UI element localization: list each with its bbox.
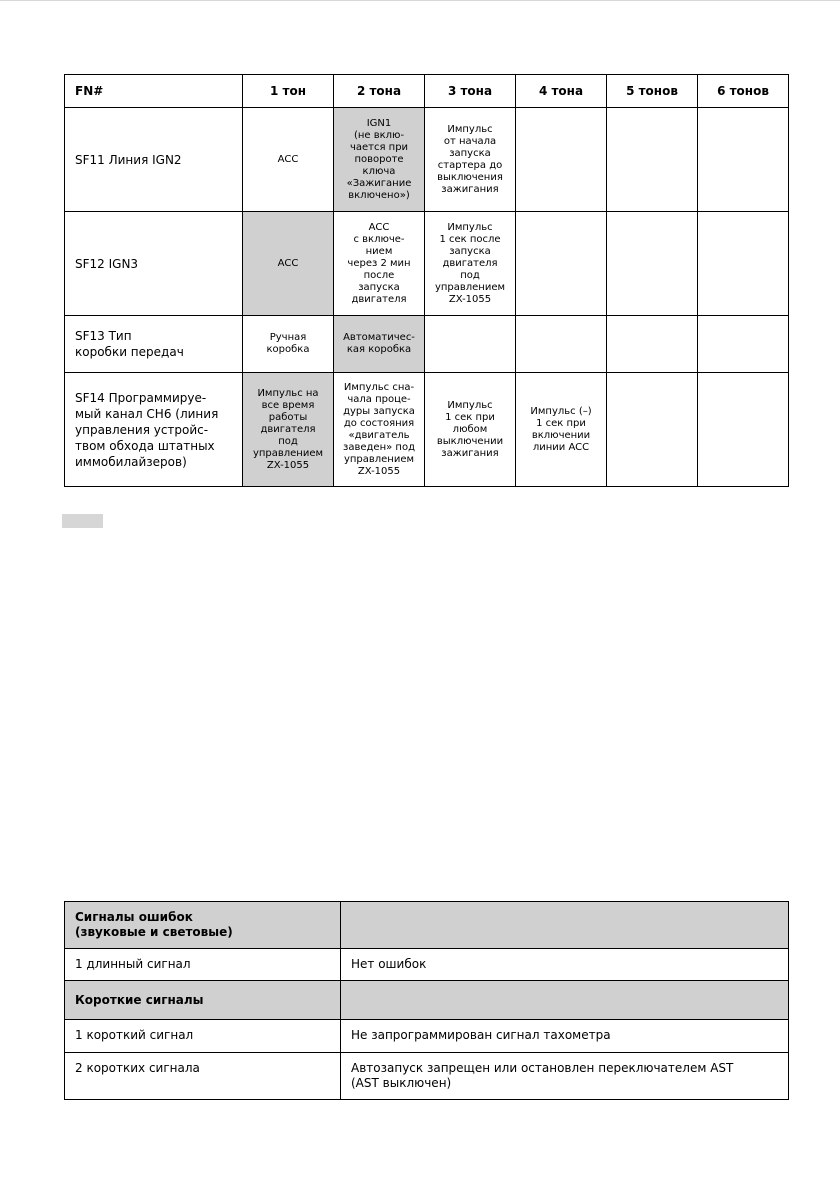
column-header-tone-3: 3 тона: [425, 75, 516, 108]
table-cell: [607, 108, 698, 212]
error-signals-table: [64, 901, 789, 1100]
table-cell: [698, 212, 789, 316]
column-header-tone-1: 1 тон: [243, 75, 334, 108]
table-row: [65, 108, 789, 212]
column-header-tone-2: 2 тона: [334, 75, 425, 108]
short-signals-header-row: [65, 981, 789, 1020]
table-cell: Импульс на все время работы двигателя под управлением ZX-1055: [243, 373, 334, 487]
short-signal-meaning: Автозапуск запрещен или остановлен переключателем AST (AST выключен): [341, 1053, 789, 1100]
table-cell: [425, 316, 516, 373]
table-cell: [516, 316, 607, 373]
table-cell: Импульс (–) 1 сек при включении линии ACC: [516, 373, 607, 487]
long-signal-meaning: Нет ошибок: [341, 949, 789, 981]
table-cell: [516, 108, 607, 212]
table-cell: [607, 212, 698, 316]
row-label: SF12 IGN3: [65, 212, 243, 316]
table-cell: [698, 108, 789, 212]
fn-settings-table: [64, 74, 789, 487]
table-cell: Импульс сна- чала проце- дуры запуска до состояния «двигатель заведен» под управлением ZX-1055: [334, 373, 425, 487]
table-cell: IGN1 (не вклю- чается при повороте ключа «Зажигание включено»): [334, 108, 425, 212]
table-cell: [698, 373, 789, 487]
short-signals-header: Короткие сигналы: [65, 981, 341, 1020]
table-cell: [607, 373, 698, 487]
table-cell: [607, 316, 698, 373]
table-row: [65, 316, 789, 373]
table-cell: [698, 316, 789, 373]
table-header-row: [65, 75, 789, 108]
column-header-tone-4: 4 тона: [516, 75, 607, 108]
error-table-header: Сигналы ошибок (звуковые и световые): [65, 902, 341, 949]
table-row: [65, 1053, 789, 1100]
table-cell: Импульс 1 сек после запуска двигателя под управлением ZX-1055: [425, 212, 516, 316]
column-header-tone-6: 6 тонов: [698, 75, 789, 108]
top-rule: [0, 0, 840, 1]
short-signal-meaning: Не запрограммирован сигнал тахометра: [341, 1020, 789, 1053]
column-header-fn: FN#: [65, 75, 243, 108]
short-signals-header-blank: [341, 981, 789, 1020]
table-cell: Импульс 1 сек при любом выключении зажигания: [425, 373, 516, 487]
table-cell: [516, 212, 607, 316]
table-row: [65, 949, 789, 981]
table-cell: Автоматичес- кая коробка: [334, 316, 425, 373]
table-cell: Импульс от начала запуска стартера до выключения зажигания: [425, 108, 516, 212]
short-signal-label: 2 коротких сигнала: [65, 1053, 341, 1100]
table-row: [65, 1020, 789, 1053]
row-label: SF14 Программируе- мый канал CH6 (линия управления устройс- твом обхода штатных иммобилайзеров): [65, 373, 243, 487]
short-signal-label: 1 короткий сигнал: [65, 1020, 341, 1053]
error-table-header-row: [65, 902, 789, 949]
long-signal-label: 1 длинный сигнал: [65, 949, 341, 981]
row-label: SF13 Тип коробки передач: [65, 316, 243, 373]
table-cell: ACC: [243, 108, 334, 212]
table-cell: ACC с включе- нием через 2 мин после запуска двигателя: [334, 212, 425, 316]
column-header-tone-5: 5 тонов: [607, 75, 698, 108]
grey-highlight-mark: [62, 514, 103, 528]
error-table-header-blank: [341, 902, 789, 949]
table-row: [65, 373, 789, 487]
table-cell: Ручная коробка: [243, 316, 334, 373]
table-cell: ACC: [243, 212, 334, 316]
table-row: [65, 212, 789, 316]
row-label: SF11 Линия IGN2: [65, 108, 243, 212]
